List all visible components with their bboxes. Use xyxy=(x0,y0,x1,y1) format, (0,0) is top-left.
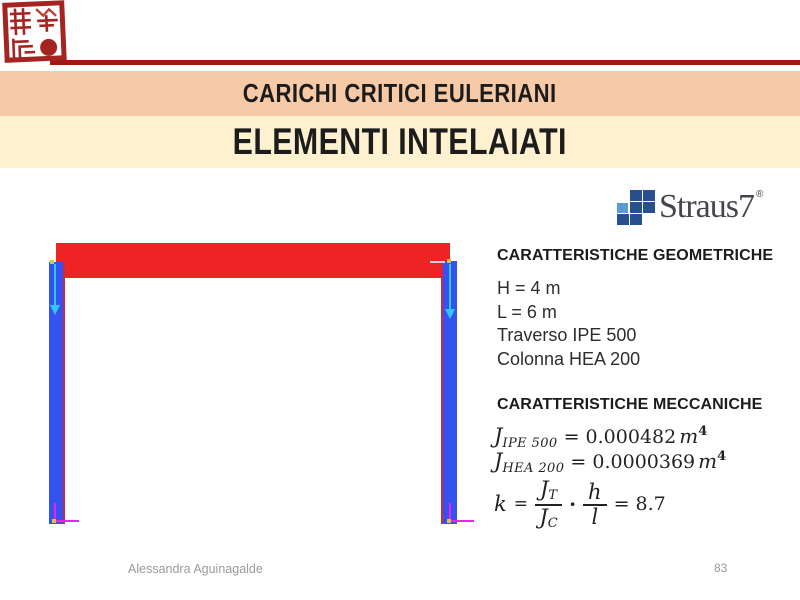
load-arrow-left-head-icon xyxy=(50,305,60,315)
geometry-item: L = 6 m xyxy=(497,301,557,322)
page-title: CARICHI CRITICI EULERIANI xyxy=(243,78,557,108)
straus7-squares-icon xyxy=(617,189,657,227)
j-value: = 0.000482 xyxy=(557,426,677,448)
footer-author: Alessandra Aguinagalde xyxy=(128,562,263,576)
support-right-horizontal xyxy=(450,520,474,522)
fraction-jt-jc xyxy=(535,478,562,530)
node-top-left xyxy=(50,260,54,264)
registered-mark: ® xyxy=(756,189,764,200)
k-symbol: k xyxy=(494,492,507,517)
j-unit: m xyxy=(698,449,718,473)
multiplication-dot: · xyxy=(569,492,577,517)
jc-symbol: J xyxy=(539,504,548,529)
straus7-wordmark: Straus7 xyxy=(659,188,754,225)
seal-stamp-logo xyxy=(2,0,69,66)
j-subscript: HEA 200 xyxy=(502,461,565,476)
load-arrow-right-head-icon xyxy=(445,309,455,319)
beam-column-link-line xyxy=(430,261,445,263)
node-top-right xyxy=(447,259,451,263)
k-result: = 8.7 xyxy=(613,493,666,516)
j-subscript: IPE 500 xyxy=(502,436,558,451)
geometry-item: H = 4 m xyxy=(497,278,561,298)
jt-subscript: T xyxy=(548,488,558,503)
j-exponent: 4 xyxy=(698,424,708,439)
geometry-item: Colonna HEA 200 xyxy=(497,348,641,369)
geometry-list xyxy=(497,277,640,371)
title-band xyxy=(0,71,800,116)
load-arrow-right-icon xyxy=(449,264,451,310)
formula-k xyxy=(494,478,666,530)
h-symbol: h xyxy=(588,479,602,504)
beam-traverso xyxy=(56,243,450,278)
page-number: 83 xyxy=(714,561,728,575)
j-unit: m xyxy=(679,424,699,448)
subtitle-band xyxy=(0,116,800,168)
formula-j-ipe xyxy=(494,424,707,451)
l-symbol: l xyxy=(591,504,599,529)
mechanics-section-title: CARATTERISTICHE MECCANICHE xyxy=(497,396,763,413)
support-left-horizontal xyxy=(55,520,79,522)
load-arrow-left-icon xyxy=(54,264,56,306)
geometry-item: Traverso IPE 500 xyxy=(497,325,637,345)
j-exponent: 4 xyxy=(717,449,727,464)
fraction-h-l xyxy=(583,481,607,528)
column-left xyxy=(49,262,65,524)
j-symbol: J xyxy=(494,449,503,473)
node-bottom-left xyxy=(52,519,56,523)
jt-symbol: J xyxy=(539,477,549,501)
seal-stamp-icon xyxy=(2,0,69,66)
j-value: = 0.0000369 xyxy=(564,451,696,473)
formula-j-hea xyxy=(494,449,726,476)
geometry-section-title: CARATTERISTICHE GEOMETRICHE xyxy=(497,247,774,264)
jc-subscript: C xyxy=(547,515,558,531)
header-divider-rule xyxy=(50,60,800,65)
equals-sign: = xyxy=(513,494,528,515)
page-subtitle: ELEMENTI INTELAIATI xyxy=(232,121,568,162)
j-symbol: J xyxy=(494,424,503,448)
node-bottom-right xyxy=(447,519,451,523)
straus7-logo xyxy=(617,189,763,227)
